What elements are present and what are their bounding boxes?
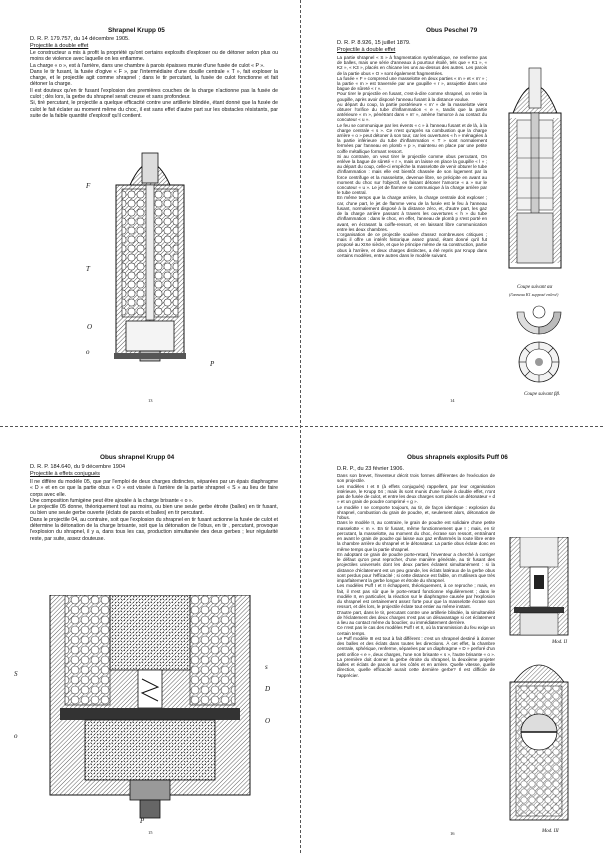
caption-section-alpha-note: (l'anneau K1 supposé enlevé): [509, 292, 559, 297]
paragraph: Il ne diffère du modèle 05, que par l'emploi de deux charges distinctes, séparées par un épais diaphragme « D » et en ce que la partie obus « O » est vissée à l'arrière de la partie shrapnel « S » au lieu de faire corps avec elle.: [30, 479, 278, 498]
patent-reference: D.R. P., du 23 février 1906.: [337, 466, 405, 472]
caption-section-beta: Coupe suivant ββ.: [524, 392, 561, 397]
shell-cross-section-drawing: [100, 145, 200, 395]
paragraph: Dans le tir fusant, la fusée d'ogive « F », par l'intermédiaire d'une douille centrale « T », fait exploser la charge, et le projectile agit comme shrapnel ; dans le tir percutant, la fusée de culot fonctionne et fait détoner la charge.: [30, 68, 278, 88]
paragraph: La partie shrapnel « S » à fragmentation systématique, ne renferme pas de balles, mais une série d'anneaux à pourtour étoilé, tels que « K1 », « K2 », « K3 », placés en chicane les uns au-dessus des autres. Les parois de la partie obus « O » sont également fragmentées.: [337, 55, 487, 76]
section-subtitle: Projectile à effets conjugués: [30, 471, 100, 477]
page-title: Obus shrapnels explosifs Puff 06: [407, 454, 508, 461]
label-S: S: [14, 670, 18, 678]
section-subtitle: Projectile à double effet: [337, 47, 396, 53]
label-o: o: [14, 732, 18, 740]
page-13: [0, 0, 301, 426]
caption-section-alpha: Coupe suivant αα: [517, 285, 553, 290]
patent-reference: D. R. P. 8.926, 15 juillet 1879.: [337, 40, 411, 46]
paragraph: En même temps que la charge arrière, la charge centrale doit exploser ; car, d'une part, le jet de flamme venu de la fusée est le feu à l'anneau fusant, normalement disposé à la distance zéro, et, d'autre part, les gaz de la charge arrière passant à travers les ouvertures « h » du tube d'inflammation : dans le choc, en effet, l'anneau de plomb p s'est porté en avant, en écrasant la coiffe-ressort, et en laissant libre communication entre les deux chambres.: [337, 195, 487, 232]
page-number: 16: [450, 831, 455, 836]
caption-mod-ii: Mod. II: [552, 640, 567, 645]
paragraph: Il est douteux qu'en tir fusant l'explosion des premières couches de la charge n'actionne pas la fusée de culot ; dès lors, la gerbe du shrapnel serait creuse et sans profondeur.: [30, 87, 278, 101]
paragraph: Une composition fumigène peut être ajoutée à la charge brisante « o ».: [30, 497, 194, 504]
paragraph: Dans le projectile 04, au contraire, soit que l'explosion du shrapnel en tir fusant actionne la fusée de culot et détermine la détonation de la charge brisante, soit que la détonation de l'obus, en tir , percutant, provoque l'explosion du shrapnel, il y a, dans tous les cas, production simultanée des deux gerbes ; leur régularité reste, par suite, assez douteuse.: [30, 516, 278, 542]
star-ring-section-alpha: [514, 298, 564, 336]
paragraph: Les modèles Puff I et II échappent, théoriquement, à ce reproche ; mais, en fait, il n'est pas sûr que le porte-retard fonctionne régulièrement ; dans le modèle II, en particulier, la réaction sur le diaphragme causée par l'explosion du shrapnel est certainement assez forte pour que la masselotte écrase son ressort, et dès lors, le projectile éclate tout entier au même instant.: [337, 583, 495, 610]
patent-reference: D. R. P. 179.757, du 14 décembre 1905.: [30, 36, 130, 42]
star-ring-section-beta: [514, 340, 564, 385]
paragraph: La charge « o », est à l'arrière, dans une chambre à parois épaisses munie d'une fusée de culot « P ».: [30, 62, 265, 69]
paragraph: Le constructeur a mis à profit la propriété qu'ont certains explosifs d'exploser ou de détoner selon plus ou moins de violence avec laquelle on les enflamme.: [30, 50, 278, 63]
paragraph: D'autre part, dans le tir, percutant contre une artillerie blindée, la simultanéité de l'éclatement des deux charges n'est pas un désavantage si cet éclatement a lieu au contact même du bouclier, ou immédiatement derrière.: [337, 609, 495, 625]
krupp-04-cross-section-drawing: [30, 595, 270, 825]
paragraph: L'organisation de ce projectile soulève d'assez nombreuses critiques ; mais il offre un intérêt historique assez grand, étant donné qu'il fut proposé au XIXe siècle, et que le principe même de sa construction, partie obus à l'arrière, et deux charges distinctes, a été repris par Krupp dans certains modèles, entre autres dans le modèle suivant.: [337, 231, 487, 258]
paragraph: Ce n'est pas le cas des modèles Puff I et II, où la transmission du feu exige un certain temps.: [337, 625, 495, 636]
page-16: [302, 427, 603, 853]
paragraph: Le feu se communique par les évents « c » à l'anneau fusant et de là, à la charge centrale « s ». Ce n'est qu'après sa combustion que la charge arrière « o » peut détoner à son tour, car les ouvertures « h » ménagées à la partie inférieure du tube d'inflammation « T » sont normalement fermées par l'anneau en plomb « p », maintenu en place par une petite coiffe métallique formant ressort.: [337, 122, 487, 154]
patent-reference: D. R. P. 184.640, du 9 décembre 1904: [30, 464, 126, 470]
peschel-shell-drawing: [495, 58, 575, 273]
paragraph: Le modèle I se comporte toujours, au tir, de façon identique : explosion du shrapnel, combustion du grain de poudre, et, seulement alors, détonation de l'obus.: [337, 504, 495, 520]
page-title: Obus Peschel 79: [426, 27, 478, 34]
body-text: [337, 55, 487, 258]
body-text: [337, 473, 495, 678]
caption-mod-iii: Mod. III: [542, 829, 559, 834]
puff-mod-iii-drawing: [504, 652, 574, 822]
paragraph: Au départ du coup, la partie postérieure « m' » de la masselotte vient obturer l'orifice du tube d'inflammation « e », tandis que la partie antérieure « m », pénètrant dans « m' », amène l'amorce à au contact du concuteur « u ».: [337, 101, 487, 123]
label-O: O: [87, 323, 93, 331]
page-number: 14: [450, 398, 455, 403]
label-T: T: [86, 265, 90, 273]
paragraph: Le Puff modèle III est tout à fait différent : c'est un shrapnel destiné à donner des balles et des éclats dans toutes les directions. À cet effet, la chambre centrale, sphérique, renferme, séparées par un diaphragme « D » perforé d'un petit orifice « e », deux charges, l'une non brisante « s », l'autre brisante « o ». La première doit donner la gerbe étroite du shrapnel, la deuxième projeter balles et éclats de parois sur les côtés et en arrière. Quelle vitesse, quelle direction, quelle efficacité aurait cette dernière gerbe? Il est difficile de l'apprécier.: [337, 635, 495, 678]
label-o: o: [86, 348, 90, 356]
page-number: 15: [148, 830, 153, 835]
section-subtitle: Projectile à double effet: [30, 43, 89, 49]
paragraph: Pour tirer le projectile en fusant, c'est-à-dire comme shrapnel, on retire la goupille, après avoir disposé l'anneau fusant à la distance voulue.: [337, 91, 487, 102]
page-number: 13: [148, 398, 153, 403]
body-text: [30, 50, 278, 119]
page-title: Shrapnel Krupp 05: [108, 27, 165, 34]
page-14: [302, 0, 603, 426]
body-text: [30, 479, 278, 542]
paragraph: Dans son brevet, l'inventeur décrit trois formes différentes de l'exécution de son projectile.: [337, 473, 495, 484]
label-s: s: [265, 663, 268, 671]
label-O: O: [265, 717, 271, 725]
page-15: [0, 427, 301, 853]
paragraph: Les modèles I et II (à effets conjugués) rappellent, par leur organisation intérieure, le Krupp 04 ; mais ils sont munis d'une fusée à double effet, n'ont pas de fusée de culot, et entre les deux charges sont placés un détonateur « d » et un grain de poudre comprimé « g ».: [337, 483, 495, 505]
label-P: P: [210, 360, 215, 368]
paragraph: Si au contraire, on veut tirer le projectile comme obus percutant, On enlève la bague de sûreté « r », mais on laisse en place la goupille « l » ; au départ du coup, celle-ci empêche la masselotte de venir obturer le tube d'inflammation : mais elle est bientôt chassée de son logement par la force centrifuge et la masselotte, devenue libre, se précipite en avant au moment du choc sur l'objectif, en faisant détoner l'amorce « a » sur le concuteur « u ». Le jet de flamme se communique à la charge arrière par le tube central.: [337, 153, 487, 196]
label-P: P: [140, 817, 145, 825]
paragraph: La fusée « F » comprend une masselotte en deux parties « m » et « m' » ; la partie « m » est traversée par une goupille « r », assujettie dans une bague de sûreté « r ».: [337, 75, 487, 92]
page-title: Obus shrapnel Krupp 04: [100, 454, 175, 461]
paragraph: Si, tiré percutant, le projectile a quelque efficacité contre une artillerie blindée, étant donné que la fusée de culot le fait éclater au moment même du choc, il est sans effet d'autre part sur les obstacles résistants, par suite de la faible quantité d'explosif qu'il contient.: [30, 100, 278, 119]
label-D: D: [265, 685, 271, 693]
label-F: F: [86, 182, 91, 190]
paragraph: Le projectile 05 donne, théoriquement tout au moins, ou bien une seule gerbe étroite (balles) en tir fusant, ou bien une seule gerbe ouverte (éclats de parois et balles) en tir percutant.: [30, 504, 278, 517]
paragraph: Dans le modèle II, au contraire, le grain de poudre est solidaire d'une petite masselotte « m ». En tir fusant, même fonctionnement que I ; mais, en tir percutant, la masselotte, au moment du choc, écrase son ressort, entraînant en avant le grain de poudre qui laisse aux gaz enflammés la route libre entre la chambre arrière du shrapnel et le détonateur. La partie obus éclate donc en même temps que la partie shrapnel.: [337, 520, 495, 552]
paragraph: En adoptant ce grain de poudre porte-retard, l'inventeur a cherché à corriger le défaut qu'on peut reprocher, d'une manière générale, au tir fusant des projectiles universels dont les deux parties éclatent simultanément : si la distance d'éclatement est un peu grande, les éclats latéraux de la gerbe obus sont perdus pour l'efficacité ; si cette distance est faible, on n'utilisera que très imparfaitement la gerbe longue et étroite du shrapnel.: [337, 551, 495, 583]
puff-mod-ii-drawing: [504, 537, 574, 637]
